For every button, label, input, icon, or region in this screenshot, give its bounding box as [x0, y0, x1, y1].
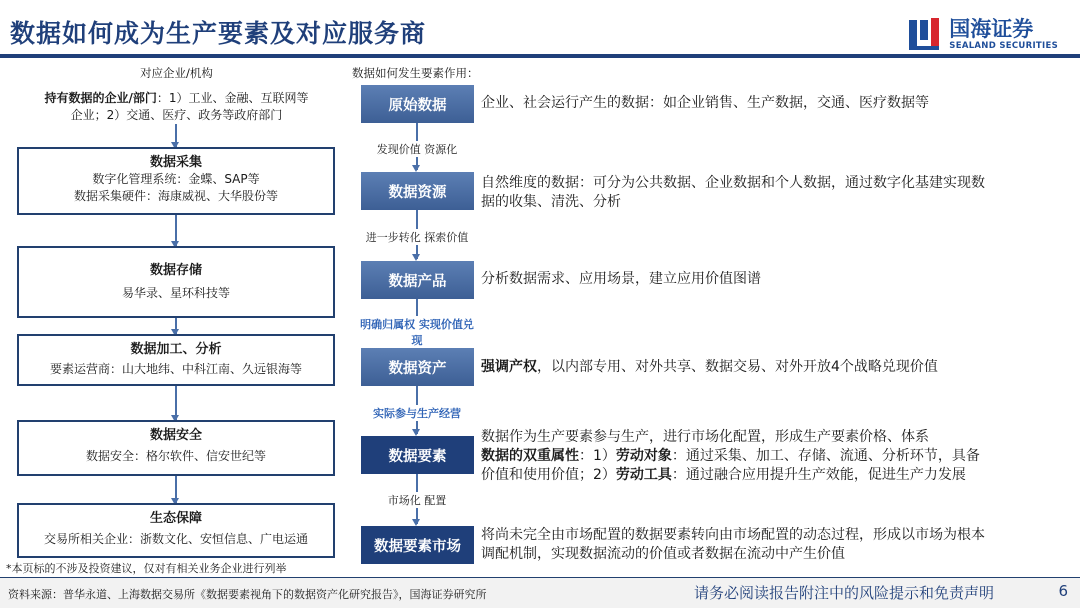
- company-logo: [907, 16, 1058, 52]
- box-line: 数字化管理系统：金蝶、SAP等: [92, 172, 260, 186]
- data-holder-line1: ：1）工业、金融、互联网等: [156, 91, 309, 105]
- desc-line: 据的收集、清洗、分析: [481, 194, 621, 210]
- box-ecosystem: [17, 503, 335, 558]
- page-title: 数据如何成为生产要素及对应服务商: [10, 19, 427, 48]
- arrow-down-icon: [175, 386, 177, 420]
- desc-line: 自然维度的数据：可分为公共数据、企业数据和个人数据，通过数字化基建实现数: [481, 175, 985, 191]
- desc-bold: 劳动对象: [615, 448, 672, 464]
- box-data-storage: [17, 246, 335, 318]
- link-label: 市场化 配置: [357, 492, 477, 508]
- arrow-down-icon: [175, 124, 177, 147]
- box-title: 生态保障: [149, 511, 202, 526]
- arrow-down-icon: [175, 215, 177, 246]
- box-title: 数据加工、分析: [130, 342, 222, 357]
- link-label: 实际参与生产经营: [357, 405, 477, 421]
- box-line: 易华录、星环科技等: [121, 286, 230, 300]
- data-holder-label: 持有数据的企业/部门: [44, 91, 157, 105]
- desc-line: [481, 447, 1061, 466]
- source-citation: 资料来源：普华永道、上海数据交易所《数据要素视角下的数据资产化研究报告》，国海证券研究所: [8, 588, 487, 601]
- desc-data-asset: [481, 358, 1061, 377]
- stage-raw-data: 原始数据: [361, 85, 474, 123]
- desc-data-factor-market: [481, 526, 1061, 564]
- link-label: 进一步转化 探索价值: [357, 229, 477, 245]
- box-line: 交易所相关企业：浙数文化、安恒信息、广电运通: [43, 532, 308, 546]
- desc-line: 数据作为生产要素参与生产，进行市场化配置，形成生产要素价格、体系: [481, 429, 929, 445]
- box-line: 数据安全：格尔软件、信安世纪等: [85, 449, 266, 463]
- arrow-down-icon: [175, 476, 177, 503]
- box-line: 数据采集硬件：海康威视、大华股份等: [73, 189, 278, 203]
- flow-heading: 数据如何发生要素作用：: [352, 66, 479, 80]
- desc-line: 调配机制，实现数据流动的价值或者数据在流动中产生价值: [481, 546, 845, 562]
- investment-note: *本页标的不涉及投资建议，仅对有相关业务企业进行列举: [6, 562, 287, 575]
- box-line: 要素运营商：山大地纬、中科江南、久远银海等: [49, 362, 302, 376]
- stage-data-resource: 数据资源: [361, 172, 474, 210]
- arrow-down-icon: [175, 318, 177, 334]
- desc-text: ：通过采集、加工、存储、流通、分析环节，具备: [671, 448, 980, 464]
- stage-data-factor-market: 数据要素市场: [361, 526, 474, 564]
- desc-line: [481, 466, 1061, 485]
- disclaimer-text: 请务必阅读报告附注中的风险提示和免责声明: [694, 584, 995, 602]
- desc-text: 价值和使用价值；2）: [481, 467, 616, 483]
- data-holder-line2: 企业；2）交通、医疗、政务等政府部门: [70, 108, 283, 122]
- link-label: 发现价值 资源化: [357, 141, 477, 157]
- stage-data-product: 数据产品: [361, 261, 474, 299]
- desc-line: 将尚未完全由市场配置的数据要素转向由市场配置的动态过程，形成以市场为根本: [481, 527, 985, 543]
- link-label: 明确归属权 实现价值兑现: [357, 316, 477, 348]
- box-data-security: [17, 420, 335, 476]
- left-column-heading: 对应企业/机构: [140, 66, 213, 80]
- box-data-processing: [17, 334, 335, 386]
- desc-text: ，以内部专用、对外共享、数据交易、对外开放4个战略兑现价值: [537, 359, 938, 375]
- stage-data-asset: 数据资产: [361, 348, 474, 386]
- footer: [0, 578, 1080, 608]
- page-number: 6: [1058, 582, 1068, 600]
- box-title: 数据存储: [149, 263, 202, 278]
- desc-text: ：通过融合应用提升生产效能，促进生产力发展: [671, 467, 966, 483]
- box-title: 数据安全: [149, 428, 202, 443]
- desc-raw-data: 企业、社会运行产生的数据：如企业销售、生产数据，交通、医疗数据等: [481, 95, 929, 111]
- desc-data-resource: [481, 174, 1061, 212]
- desc-bold: 强调产权: [481, 359, 537, 375]
- logo-chinese-name: 国海证券: [949, 17, 1034, 41]
- header-divider: [0, 54, 1080, 58]
- stage-data-factor: 数据要素: [361, 436, 474, 474]
- desc-bold: 数据的双重属性: [481, 448, 579, 464]
- desc-text: ：1）: [579, 448, 616, 464]
- desc-data-product: 分析数据需求、应用场景，建立应用价值图谱: [481, 271, 761, 287]
- data-holder-text: [20, 90, 333, 124]
- desc-data-factor: [481, 428, 1061, 485]
- desc-bold: 劳动工具: [615, 467, 672, 483]
- box-data-collection: [17, 147, 335, 215]
- logo-english-name: SEALAND SECURITIES: [949, 41, 1058, 51]
- sealand-logo-icon: [907, 16, 943, 52]
- box-title: 数据采集: [149, 155, 202, 170]
